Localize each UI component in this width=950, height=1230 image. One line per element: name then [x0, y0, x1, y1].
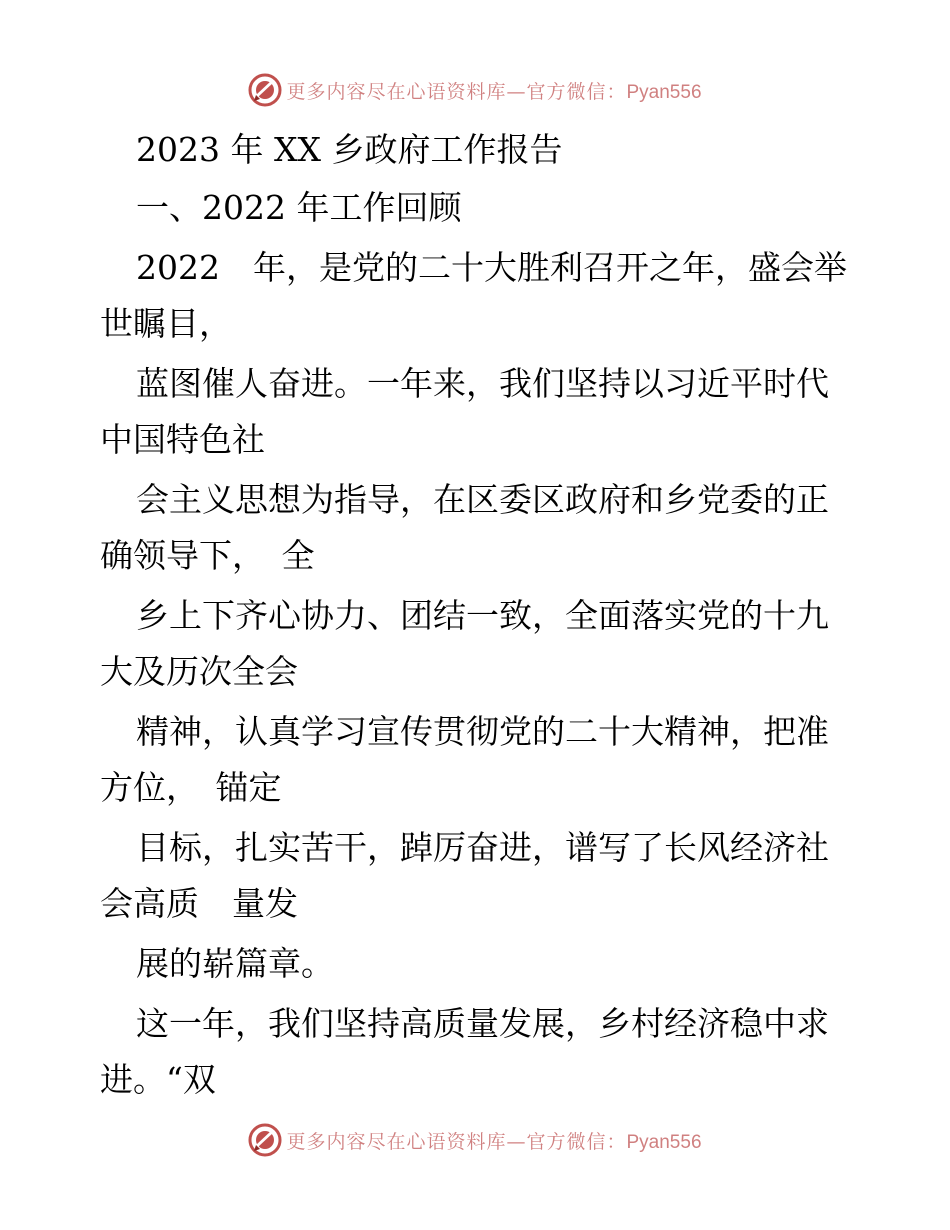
paragraph-line: 2022 年，是党的二十大胜利召开之年，盛会举 — [136, 248, 847, 287]
paragraph-line: 这一年，我们坚持高质量发展，乡村经济稳中求 — [136, 1004, 829, 1043]
paragraph-line: 展的崭篇章。 — [136, 944, 334, 983]
banner-text: 更多内容尽在心语资料库—官方微信：Pyan556 — [286, 1130, 702, 1153]
paragraph-line: 确领导下， 全 — [100, 536, 315, 575]
paragraph-line: 蓝图催人奋进。一年来，我们坚持以习近平时代 — [136, 364, 829, 403]
section-heading: 一、2022 年工作回顾 — [136, 188, 462, 227]
paragraph-line: 世瞩目， — [100, 304, 232, 343]
paragraph-line: 会主义思想为指导，在区委区政府和乡党委的正 — [136, 480, 829, 519]
banner-text: 更多内容尽在心语资料库—官方微信：Pyan556 — [286, 80, 702, 103]
header-watermark-banner — [0, 68, 950, 112]
paragraph-line: 会高质 量发 — [100, 884, 298, 923]
paragraph-line: 中国特色社 — [100, 420, 265, 459]
paragraph-line: 乡上下齐心协力、团结一致，全面落实党的十九 — [136, 596, 829, 635]
document-title: 2023 年 XX 乡政府工作报告 — [136, 130, 563, 169]
paragraph-line: 方位， 锚定 — [100, 768, 282, 807]
paragraph-line: 精神，认真学习宣传贯彻党的二十大精神，把准 — [136, 712, 829, 751]
footer-watermark-banner — [0, 1118, 950, 1162]
paragraph-line: 进。“双 — [100, 1060, 216, 1099]
paragraph-line: 目标，扎实苦干，踔厉奋进，谱写了长风经济社 — [136, 828, 829, 867]
logo-icon — [248, 1123, 282, 1157]
paragraph-line: 大及历次全会 — [100, 652, 298, 691]
logo-icon — [248, 73, 282, 107]
